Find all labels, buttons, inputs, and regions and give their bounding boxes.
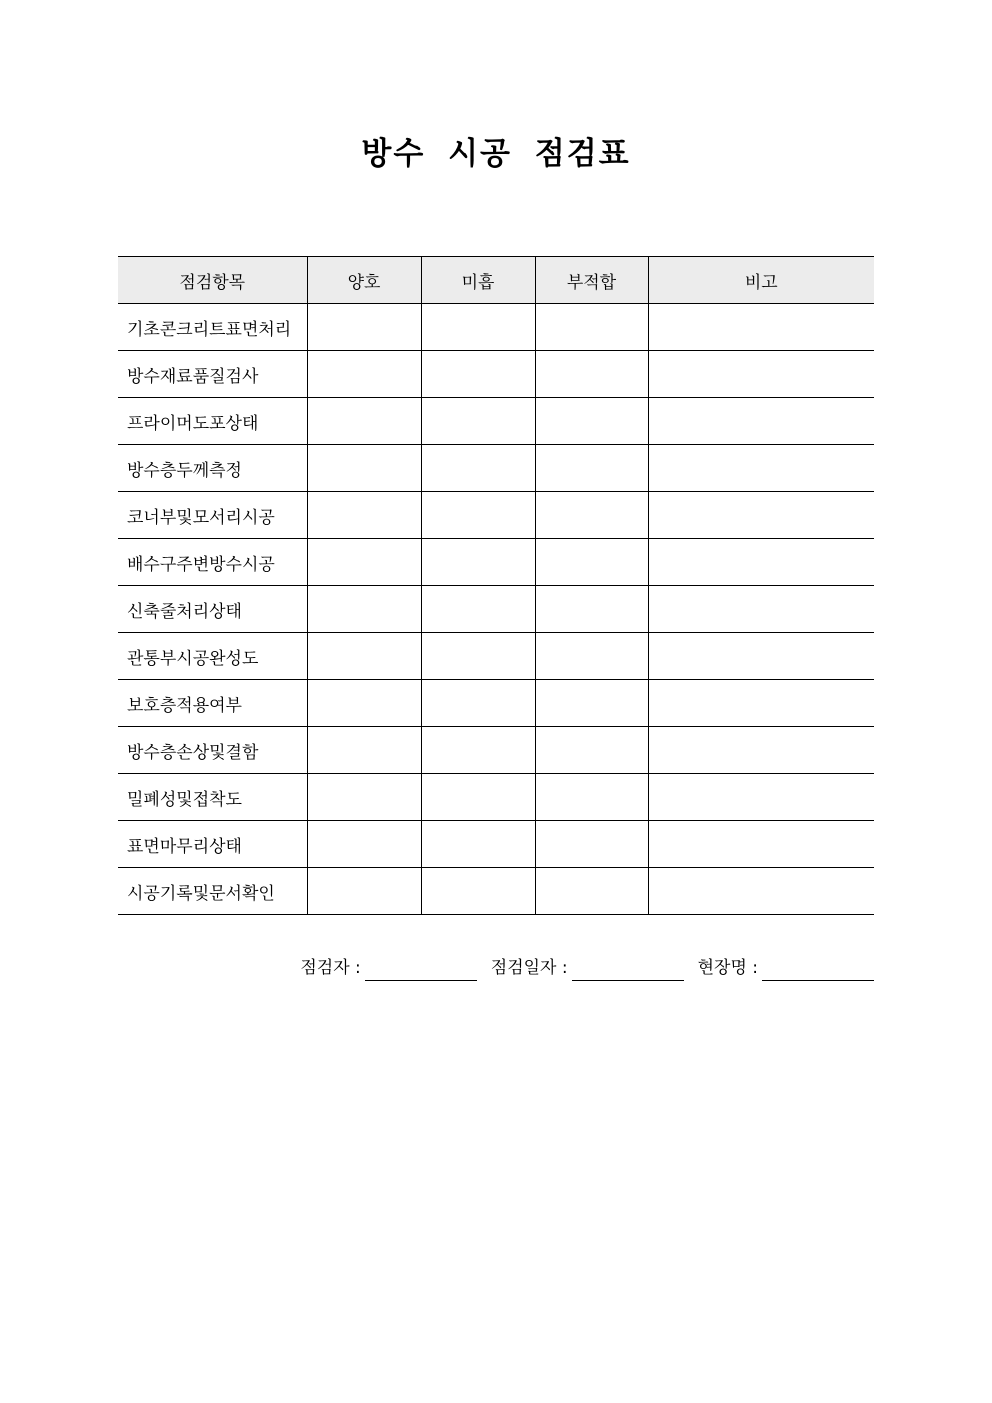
row-item-label: 방수재료품질검사: [118, 351, 307, 398]
page-title: 방수 시공 점검표: [361, 136, 631, 172]
good-cell[interactable]: [307, 304, 421, 351]
good-cell[interactable]: [307, 633, 421, 680]
row-item-label: 표면마무리상태: [118, 821, 307, 868]
remarks-cell[interactable]: [648, 398, 874, 445]
insufficient-cell[interactable]: [421, 774, 535, 821]
unsuitable-cell[interactable]: [535, 351, 648, 398]
insufficient-cell[interactable]: [421, 398, 535, 445]
insufficient-cell[interactable]: [421, 868, 535, 915]
table-row: [118, 680, 874, 727]
remarks-cell[interactable]: [648, 868, 874, 915]
row-item-label: 배수구주변방수시공: [118, 539, 307, 586]
header-good: 양호: [307, 257, 421, 304]
row-item-label: 시공기록및문서확인: [118, 868, 307, 915]
remarks-cell[interactable]: [648, 304, 874, 351]
insufficient-cell[interactable]: [421, 304, 535, 351]
good-cell[interactable]: [307, 398, 421, 445]
unsuitable-cell[interactable]: [535, 539, 648, 586]
table-row: [118, 821, 874, 868]
row-item-label: 방수층손상및결함: [118, 727, 307, 774]
good-cell[interactable]: [307, 492, 421, 539]
good-cell[interactable]: [307, 868, 421, 915]
insufficient-cell[interactable]: [421, 680, 535, 727]
unsuitable-cell[interactable]: [535, 633, 648, 680]
table-row: [118, 774, 874, 821]
table-row: [118, 492, 874, 539]
remarks-cell[interactable]: [648, 492, 874, 539]
row-item-label: 신축줄처리상태: [118, 586, 307, 633]
unsuitable-cell[interactable]: [535, 398, 648, 445]
table-row: [118, 633, 874, 680]
header-unsuitable: 부적합: [535, 257, 648, 304]
date-blank[interactable]: [572, 961, 684, 981]
insufficient-cell[interactable]: [421, 539, 535, 586]
row-item-label: 관통부시공완성도: [118, 633, 307, 680]
insufficient-cell[interactable]: [421, 492, 535, 539]
good-cell[interactable]: [307, 727, 421, 774]
table-row: [118, 586, 874, 633]
insufficient-cell[interactable]: [421, 586, 535, 633]
good-cell[interactable]: [307, 445, 421, 492]
unsuitable-cell[interactable]: [535, 304, 648, 351]
unsuitable-cell[interactable]: [535, 821, 648, 868]
unsuitable-cell[interactable]: [535, 492, 648, 539]
remarks-cell[interactable]: [648, 680, 874, 727]
remarks-cell[interactable]: [648, 821, 874, 868]
site-label: 현장명 :: [697, 958, 758, 978]
table-row: [118, 445, 874, 492]
row-item-label: 코너부및모서리시공: [118, 492, 307, 539]
unsuitable-cell[interactable]: [535, 586, 648, 633]
remarks-cell[interactable]: [648, 445, 874, 492]
date-field: [491, 955, 684, 981]
inspector-field: [300, 955, 476, 981]
remarks-cell[interactable]: [648, 539, 874, 586]
site-blank[interactable]: [762, 961, 874, 981]
row-item-label: 기초콘크리트표면처리: [118, 304, 307, 351]
table-row: [118, 539, 874, 586]
row-item-label: 보호층적용여부: [118, 680, 307, 727]
signature-footer: [0, 955, 874, 981]
good-cell[interactable]: [307, 821, 421, 868]
inspection-table: [118, 256, 874, 915]
row-item-label: 밀폐성및접착도: [118, 774, 307, 821]
good-cell[interactable]: [307, 351, 421, 398]
table-row: [118, 727, 874, 774]
unsuitable-cell[interactable]: [535, 680, 648, 727]
remarks-cell[interactable]: [648, 586, 874, 633]
good-cell[interactable]: [307, 680, 421, 727]
unsuitable-cell[interactable]: [535, 727, 648, 774]
table-row: [118, 304, 874, 351]
unsuitable-cell[interactable]: [535, 868, 648, 915]
insufficient-cell[interactable]: [421, 633, 535, 680]
insufficient-cell[interactable]: [421, 445, 535, 492]
unsuitable-cell[interactable]: [535, 445, 648, 492]
site-field: [698, 955, 874, 981]
insufficient-cell[interactable]: [421, 821, 535, 868]
good-cell[interactable]: [307, 586, 421, 633]
row-item-label: 프라이머도포상태: [118, 398, 307, 445]
inspector-blank[interactable]: [365, 961, 477, 981]
good-cell[interactable]: [307, 539, 421, 586]
insufficient-cell[interactable]: [421, 351, 535, 398]
remarks-cell[interactable]: [648, 351, 874, 398]
remarks-cell[interactable]: [648, 774, 874, 821]
header-insufficient: 미흡: [421, 257, 535, 304]
remarks-cell[interactable]: [648, 727, 874, 774]
table-row: [118, 398, 874, 445]
insufficient-cell[interactable]: [421, 727, 535, 774]
header-remarks: 비고: [648, 257, 874, 304]
table-row: [118, 351, 874, 398]
inspector-label: 점검자 :: [300, 958, 361, 978]
remarks-cell[interactable]: [648, 633, 874, 680]
table-row: [118, 868, 874, 915]
table-header-row: [118, 257, 874, 304]
date-label: 점검일자 :: [490, 958, 568, 978]
good-cell[interactable]: [307, 774, 421, 821]
row-item-label: 방수층두께측정: [118, 445, 307, 492]
header-item: 점검항목: [118, 257, 307, 304]
unsuitable-cell[interactable]: [535, 774, 648, 821]
